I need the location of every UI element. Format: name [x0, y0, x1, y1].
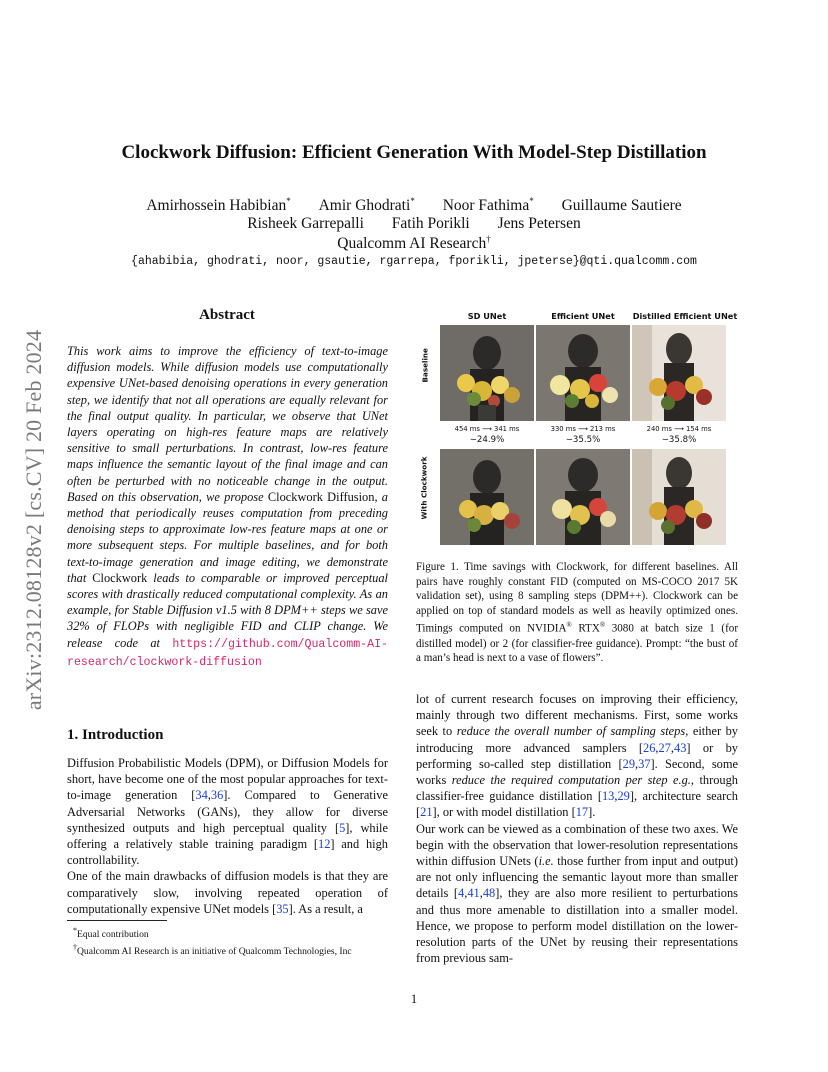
- citation[interactable]: 4: [458, 886, 465, 901]
- paragraph: Our work can be viewed as a combination of these two axes. We begin with the observation that lower-resolution representations within diffusion UNets (i.e. those further from input and output) are not only influencing the semantic layout more than smaller details [4,41,48], they are also more resilient to perturbations and thus more amenable to distillation into a smaller model. Hence, we propose to perform model distillation on the lower-resolution parts of the UNet by reusing their representations from previous sam-: [416, 821, 738, 966]
- row-label-clockwork: With Clockwork: [419, 456, 429, 520]
- timing-efficient-unet: 330 ms ⟶ 213 ms: [550, 425, 616, 433]
- citation[interactable]: 35: [276, 901, 289, 916]
- right-column-body: [416, 691, 738, 966]
- row-label-baseline: Baseline: [420, 348, 430, 383]
- citation[interactable]: 27: [658, 740, 671, 755]
- abstract-heading: Abstract: [199, 307, 255, 323]
- citation[interactable]: 13: [601, 789, 615, 804]
- image-distilled-unet-clockwork: [632, 449, 726, 545]
- citation[interactable]: 26: [643, 740, 656, 755]
- paragraph: lot of current research focuses on improving their efficiency, mainly through two different mechanisms. First, some works seek to reduce the overall number of sampling steps, either by introducing more advanced samplers [26,27,43] or by performing so-called step distillation [29,37]. Second, some works reduce the required computation per step e.g., through classifier-free guidance distillation [13,29], architecture search [21], or with model distillation [17].: [416, 692, 739, 820]
- author-line-2: [0, 215, 828, 233]
- paragraph: Diffusion Probabilistic Models (DPM), or Diffusion Models for short, have become one of the most popular approaches for text-to-image generation [34,36]. Compared to Generative Adversarial Networks (GANs), they allow for diverse synthesized outputs and high perceptual quality [5], while offering a relatively stable training paradigm [12] and high controllability.: [67, 756, 389, 868]
- author: Amir Ghodrati*: [318, 196, 415, 215]
- footnote-qualcomm: †Qualcomm AI Research is an initiative of Qualcomm Technologies, Inc: [73, 942, 352, 957]
- citation[interactable]: 34: [195, 788, 208, 803]
- citation[interactable]: 17: [575, 805, 589, 820]
- image-sd-unet-baseline: [440, 325, 534, 421]
- footnote-equal: *Equal contribution: [73, 926, 149, 941]
- page-number: 1: [410, 992, 418, 1006]
- author-emails: {ahabibia, ghodrati, noor, gsautie, rgarrepa, fporikli, jpeterse}@qti.qualcomm.com: [131, 255, 697, 268]
- footnote-rule: [67, 920, 167, 921]
- introduction-body: [67, 755, 388, 917]
- citation[interactable]: 36: [210, 788, 224, 803]
- author: Noor Fathima*: [442, 196, 534, 215]
- affiliation: Qualcomm AI Research†: [337, 234, 491, 253]
- figure-1: [416, 305, 738, 555]
- paper-title: Clockwork Diffusion: Efficient Generation With Model-Step Distillation: [121, 142, 707, 163]
- introduction-heading: 1. Introduction: [67, 727, 164, 743]
- abstract-body: This work aims to improve the efficiency of text-to-image diffusion models. While diffusion models use computationally expensive UNet-based denoising operations in every generation step, we identify that not all operations are equally relevant for the final output quality. In particular, we observe that UNet layers operating on high-res feature maps are relatively sensitive to small perturbations. In contrast, low-res feature maps influence the semantic layout of the final image and can often be perturbed with no noticeable change in the output. Based on this observation, we propose Clockwork Diffusion, a method that periodically reuses computation from preceding denoising steps to approximate low-res feature maps at one or more subsequent steps. For multiple baselines, and for both text-to-image generation and image editing, we demonstrate that Clockwork leads to comparable or improved perceptual scores with drastically reduced computational complexity. As an example, for Stable Diffusion v1.5 with 8 DPM++ steps we save 32% of FLOPs with negligible FID and CLIP change. We release code at https://github.com/Qualcomm-AI-research/clockwork-diffusion: [67, 344, 388, 669]
- citation[interactable]: 21: [420, 805, 433, 820]
- timing-sd-unet: 454 ms ⟶ 341 ms: [454, 425, 520, 433]
- author: Guillaume Sautiere: [561, 197, 682, 215]
- author: Risheek Garrepalli: [247, 215, 364, 232]
- image-distilled-unet-baseline: [632, 325, 726, 421]
- timing-distilled-unet: 240 ms ⟶ 154 ms: [646, 425, 712, 433]
- column-header-efficient-unet: Efficient UNet: [551, 311, 615, 321]
- footnotes: [67, 925, 388, 958]
- author: Fatih Porikli: [391, 215, 470, 232]
- image-sd-unet-clockwork: [440, 449, 534, 545]
- citation[interactable]: 37: [638, 756, 651, 771]
- citation[interactable]: 29: [617, 789, 630, 804]
- saving-efficient-unet: −35.5%: [565, 435, 601, 445]
- image-efficient-unet-clockwork: [536, 449, 630, 545]
- author: Jens Petersen: [497, 215, 581, 232]
- citation[interactable]: 41: [467, 886, 480, 901]
- code-link[interactable]: https://github.com/Qualcomm-AI-research/clockwork-diffusion: [67, 637, 388, 669]
- figure-1-caption: Figure 1. Time savings with Clockwork, for different baselines. All pairs have roughly constant FID (computed on MS-COCO 2017 5K validation set), using 8 sampling steps (DPM++). Clockwork can be applied on top of standard models as well as heavily optimized ones. Timings computed on NVIDIA® RTX® 3080 at batch size 1 (for distilled model) or 2 (for classifier-free guidance). Prompt: “the bust of a man’s head is next to a vase of flowers”.: [416, 561, 739, 665]
- author-line-1: [0, 196, 828, 215]
- citation[interactable]: 48: [482, 886, 496, 901]
- column-header-sd-unet: SD UNet: [467, 311, 507, 321]
- citation[interactable]: 29: [622, 756, 636, 771]
- citation[interactable]: 12: [318, 837, 331, 852]
- saving-sd-unet: −24.9%: [469, 435, 505, 445]
- column-header-distilled-unet: Distilled Efficient UNet: [632, 311, 738, 321]
- image-efficient-unet-baseline: [536, 325, 630, 421]
- author: Amirhossein Habibian*: [146, 196, 291, 215]
- arxiv-sidebar: [4, 280, 64, 760]
- citation[interactable]: 43: [674, 740, 687, 755]
- saving-distilled-unet: −35.8%: [661, 435, 697, 445]
- paragraph: One of the main drawbacks of diffusion models is that they are comparatively slow, involving repeated operation of computationally expensive UNet models [35]. As a result, a: [67, 869, 388, 916]
- arxiv-id: arXiv:2312.08128v2 [cs.CV] 20 Feb 2024: [21, 329, 46, 711]
- citation[interactable]: 5: [339, 820, 346, 835]
